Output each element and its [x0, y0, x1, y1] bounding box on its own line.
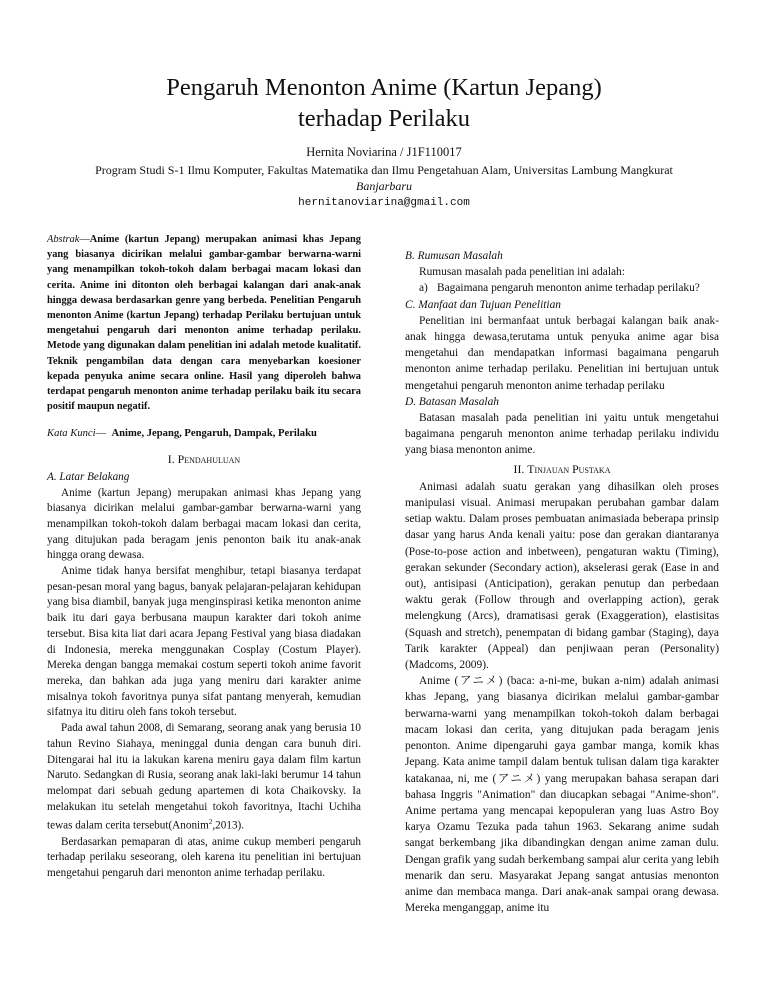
section-2-title: Tinjauan Pustaka — [527, 461, 611, 476]
right-column — [405, 248, 719, 916]
subsection-c: C. Manfaat dan Tujuan Penelitian — [405, 298, 561, 311]
city: Banjarbaru — [355, 179, 412, 193]
subsection-d: D. Batasan Masalah — [405, 395, 499, 408]
keywords-dash: — — [95, 428, 107, 440]
list-item-text: Bagaimana pengaruh menonton anime terhadap perilaku? — [437, 282, 700, 295]
section-1-number: I. — [167, 452, 175, 467]
abstract-label: Abstrak — [47, 234, 80, 245]
paragraph-b: Rumusan masalah pada penelitian ini adalah: — [419, 266, 625, 279]
paragraph-t2: Anime (アニメ) (baca: a-ni-me, bukan a-nim) adalah animasi khas Jepang, yang biasanya dicirikan melalui gambar-gambar berwarna-warni yang menampilkan tokoh-tokoh dalam berbagai macam lokasi dan cerita, yang ditujukan pada beragam jenis penonton. Anime dipengaruhi gaya gambar manga, komik khas Jepang. Kata anime tampil dalam bentuk tulisan dalam tiga karakter katakanaa, ni, me (アニメ) yang merupakan bahasa serapan dari bahasa Inggris "Animation" dan diucapkan sebagai "Anime-shon". Anime pertama yang mencapai kepopuleran yang luas Astro Boy karya Ozamu Tezuka pada tahun 1963. Sekarang anime sudah sangat berkembang jika dibandingkan dengan anime zaman dulu. Dengan grafik yang sudah berkembang sampai alur cerita yang lebih menarik dan seru. Masyarakat Jepang sangat antusias menonton anime dan membaca manga. Dari anak-anak sampai orang dewasa. Mereka menganggap, anime itu — [405, 675, 719, 915]
paragraph-1: Anime (kartun Jepang) merupakan animasi khas Jepang yang biasanya dicirikan melalui gambar-gambar berwarna-warni yang menampilkan tokoh-tokoh dalam berbagai macam lokasi dan cerita, yang ditujukan pada beragam jenis penonton baik itu anak-anak hingga orang dewasa. — [47, 486, 361, 562]
paragraph-4: Berdasarkan pemaparan di atas, anime cukup memberi pengaruh terhadap perilaku seseorang, oleh karena itu penelitian ini bertujuan mengetahui pengaruh dari menonton anime terhadap perilaku. — [47, 835, 361, 880]
paragraph-3 — [47, 721, 361, 835]
paragraph-3-end: ,2013). — [212, 820, 245, 833]
list-marker: a) — [419, 282, 428, 295]
section-2-heading — [405, 461, 719, 477]
affiliation-block — [60, 162, 708, 194]
keywords — [47, 426, 361, 442]
subsection-b: B. Rumusan Masalah — [405, 250, 503, 262]
abstract-text: Anime (kartun Jepang) merupakan animasi khas Jepang yang biasanya dicirikan melalui gambar-gambar berwarna-warni yang menampilkan tokoh-tokoh dalam berbagai macam lokasi dan cerita. Anime ini ditonton oleh berbagai kalangan dari anak-anak hingga dewasa berdasarkan genre yang berbeda. Penelitian Pengaruh menonton Anime (kartun Jepang) terhadap Perilaku bertujuan untuk mengetahui pengaruh dari menonton anime terhadap perilaku. Metode yang digunakan dalam penelitian ini adalah metode kualitatif. Teknik pengambilan data dengan cara menyebarkan koesioner kepada penyuka anime secara online. Hasil yang diperoleh bahwa terdapat pengaruh menonton anime terhadap perilaku baik itu secara positif maupun negatif. — [47, 234, 361, 413]
paragraph-t1: Animasi adalah suatu gerakan yang dihasilkan oleh proses manipulasi visual. Animasi merupakan perubahan gambar dalam setiap waktu. Dalam proses pembuatan animasiada beberapa prinsip dasar yang harus Anda kenali yaitu: pose dan gerakan diantaranya (Pose-to-pose action and inbetween), pengaturan waktu (Timing), gerakan sekunder (Secondary action), akselerasi gerak (Ease in and out), antisipasi (Anticipation), gerakan penutup dan perbedaan waktu gerak (Follow through and overlapping action), gerak melengkung (Arcs), dramatisasi gerak (Exaggeration), elastisitas (Squash and stretch), penempatan di bidang gambar (Staging), daya Tarik karakter (Appeal) dan penjiwaan peran (Personality) (Madcoms, 2009). — [405, 480, 719, 672]
paragraph-d: Batasan masalah pada penelitian ini yaitu untuk mengetahui bagaimana pengaruh menonton anime terhadap perilaku individu yang biasa menonton anime. — [405, 412, 719, 457]
subsection-b-body — [405, 264, 719, 296]
paragraph-2: Anime tidak hanya bersifat menghibur, tetapi biasanya terdapat pesan-pesan moral yang bagus, banyak pelajaran-pelajaran kehidupan yang bisa diambil, banyak juga menginspirasi ketika menonton anime baik itu dari gaya berbusana maupun karakter dari tokoh anime tersebut. Bisa kita liat dari acara Jepang Festival yang biasa diadakan di Indonesia, mereka menggunakan Cosplay (Costum Player). Mereka dengan bangga memakai costum seperti tokoh anime favorit mereka, dan bahkan ada juga yang meniru dari karakter anime misalnya tokoh favoritnya punya sifat pantang menyerah, kemudian sifatnya itu ditiru oleh fans tokoh tersebut. — [47, 565, 361, 719]
abstract-dash: — — [79, 234, 90, 245]
author-email: hernitanoviarina@gmail.com — [298, 197, 470, 209]
abstract — [47, 232, 361, 414]
left-column — [47, 232, 361, 882]
section-1-title: Pendahuluan — [177, 452, 241, 467]
section-1-heading — [47, 452, 361, 468]
title-line-1: Pengaruh Menonton Anime (Kartun Jepang) — [166, 74, 602, 101]
keywords-label: Kata Kunci — [47, 428, 96, 440]
title-line-2: terhadap Perilaku — [297, 105, 471, 132]
subsection-a: A. Latar Belakang — [47, 470, 130, 483]
keywords-text: Anime, Jepang, Pengaruh, Dampak, Perilaku — [111, 428, 317, 440]
author: Hernita Noviarina / J1F110017 — [306, 145, 462, 159]
citation-superscript: 2 — [208, 818, 213, 827]
paper-title — [0, 72, 768, 134]
paragraph-c: Penelitian ini bermanfaat untuk berbagai kalangan baik anak-anak hingga dewasa,terutama untuk penyuka anime agar bisa mengetahui dan mendapatkan informasi bagaimana pengaruh menonton anime terhadap perilaku. Penelitian ini bertujuan untuk mengetahui pengaruh menonton anime terhadap perilaku — [405, 314, 719, 392]
affiliation: Program Studi S-1 Ilmu Komputer, Fakultas Matematika dan Ilmu Pengetahuan Alam, Universitas Lambung Mangkurat — [95, 163, 673, 177]
list-item — [419, 280, 719, 296]
section-2-number: II. — [513, 461, 525, 476]
paragraph-3-text: Pada awal tahun 2008, di Semarang, seorang anak yang berusia 10 tahun Revino Siahaya, meninggal dunia dengan cara bunuh diri. Ditengarai hal itu ia lakukan karena meniru gaya dalam film kartun Naruto. Sedangkan di Rusia, seorang anak laki-laki berumur 14 tahun melompat dari sebuah gedung apartemen di kota Chaikovsky. Ia melakukan itu setelah mengetahui tokoh favoritnya, Itachi Uchiha tewas dalam cerita tersebut(Anonim — [47, 722, 361, 833]
